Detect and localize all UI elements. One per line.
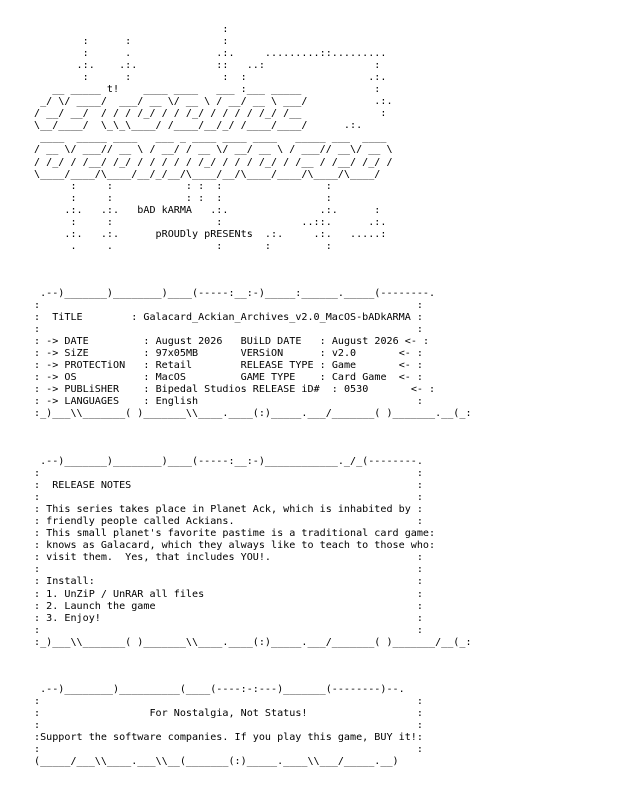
field-label: DATE [64, 336, 89, 348]
install-step: 3. Enjoy! [46, 612, 101, 624]
field-value: 97x05MB [155, 348, 199, 360]
left-arrow: -> [46, 360, 59, 372]
right-arrow: <- [398, 372, 411, 384]
field-label: RELEASE TYPE [240, 360, 314, 372]
notes-line: visit them. Yes, that includes YOU!. [46, 552, 272, 564]
left-arrow: -> [46, 384, 59, 396]
field-value: Card Game [331, 372, 387, 384]
field-label: SiZE [64, 348, 89, 360]
title-label: TiTLE [52, 312, 83, 324]
right-arrow: <- [410, 384, 423, 396]
left-arrow: -> [46, 348, 59, 360]
install-heading: Install: [46, 576, 95, 588]
field-value: MacOS [155, 372, 186, 384]
left-arrow: -> [46, 372, 59, 384]
field-label: LANGUAGES [64, 396, 120, 408]
field-value: Game [331, 360, 357, 372]
right-arrow: <- [398, 360, 411, 372]
field-label: BUiLD DATE [240, 336, 302, 348]
field-value: August 2026 [331, 336, 399, 348]
field-label: RELEASE iD# [252, 384, 320, 396]
release-notes-box: .--)_______)________)____(-----:__:-)____________._/_(--------. : : : RELEASE NOTES : : : : This series takes place in Planet Ack, which is inhabited by : : friendly people called Ackians. : : This small planet's favorite pastime is a traditional card game: : knows as Galacard, which they always like to teach to those who: : visit them. Yes, that includes YOU!. : : : : Install: : : 1. UnZiP / UnRAR all files : : 2. Launch the game : : 3. Enjoy! : : : :_)___\\_______( )_______\\____.____(:)_____.___/_______( )_______/__(_: [34, 456, 472, 648]
field-value: English [155, 396, 199, 408]
right-arrow: <- [404, 336, 417, 348]
left-arrow: -> [46, 396, 59, 408]
field-label: OS [64, 372, 77, 384]
footer-box: .--)________)__________(____(----:-:---)_______(--------)--. : : : For Nostalgia, Not Status! : : : :Support the software companies. If you play this game, BUY it!: : : (_____/___\\____.___\\__(_______(:)_____.____\\___/_____.__) [34, 684, 423, 768]
install-step: 2. Launch the game [46, 600, 156, 612]
field-value: Bipedal Studios [155, 384, 247, 396]
field-value: 0530 [343, 384, 369, 396]
notes-line: knows as Galacard, which they always like to teach to those who [46, 540, 430, 552]
field-label: GAME TYPE [240, 372, 296, 384]
notes-line: This series takes place in Planet Ack, which is inhabited by [46, 504, 411, 516]
field-label: VERSiON [240, 348, 284, 360]
title-value: Galacard_Ackian_Archives_v2.0_MacOS-bADkARMA [143, 312, 411, 324]
field-value: August 2026 [155, 336, 223, 348]
field-value: Retail [155, 360, 193, 372]
right-arrow: <- [398, 348, 411, 360]
install-step: 1. UnZiP / UnRAR all files [46, 588, 205, 600]
notes-line: friendly people called Ackians. [46, 516, 235, 528]
left-arrow: -> [46, 336, 59, 348]
footer-slogan: For Nostalgia, Not Status! [149, 708, 308, 720]
footer-support: Support the software companies. If you play this game, BUY it! [40, 732, 417, 744]
notes-heading: RELEASE NOTES [52, 480, 132, 492]
field-label: PUBLiSHER [64, 384, 120, 396]
notes-line: This small planet's favorite pastime is a traditional card game [46, 528, 430, 540]
field-value: v2.0 [331, 348, 357, 360]
field-label: PROTECTiON [64, 360, 126, 372]
ascii-logo: : : : : : . .:. .........::......... .:. .:. :: ..: : : : : : .:. __ _____ t! ____ ____ ___ :___ _____ : _/ \/ ____/ ___/ __ \/ __ \ / __/ __ \ ___/ .:. / __/ __/ / / / /_/ / / /_/ / / / / /_/ /__ : \__/____/ \_\_\____/ /____/__/_/ /____/____/ .:. ____ _____ ____ ___ _ ____ ____ ____ _____ ___ ____ / __ \/ ___// __ \ / __/ / __ \/ __/ __ \ / ___// __\/ __ \ / /_/ / /__/ /_/ / / / / / /_/ / / / /_/ / /__ / /__/ /_/ / \____/____/\____/__/_/__/\____/__/\____/____/\____/\____/ : : : : : : : : : : : : .:. .:. bAD kARMA .:. .:. : : : : ..::. .:. .:. .:. pROUDly pRESENts .:. .:. .....: . . : : : [34, 24, 393, 252]
release-info-box: .--)_______)________)____(-----:__:-)_____:______._____(--------. : : : TiTLE : Galacard_Ackian_Archives_v2.0_MacOS-bADkARMA : : : : -> DATE : August 2026 BUiLD DATE : August 2026 <- : : -> SiZE : 97x05MB VERSiON : v2.0 <- : : -> PROTECTiON : Retail RELEASE TYPE : Game <- : : -> OS : MacOS GAME TYPE : Card Game <- : : -> PUBLiSHER : Bipedal Studios RELEASE iD# : 0530 <- : : -> LANGUAGES : English : :_)___\\_______( )_______\\____.____(:)_____.___/_______( )_______.__(_: [34, 288, 472, 420]
